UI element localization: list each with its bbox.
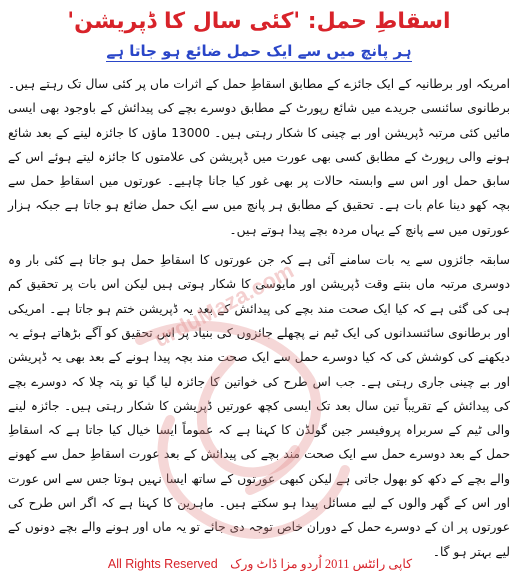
footer-rights: All Rights Reserved — [107, 557, 218, 571]
watermark-site-text: urduMaza.com — [150, 257, 298, 353]
article-paragraph-1: امریکہ اور برطانیہ کے ایک جائزے کے مطابق اسقاطِ حمل کے اثرات ماں پر کئی سال تک رہتے ہیں۔ برطانوی سائنسی جریدے میں شائع رپورٹ کے مطابق دوسرے بچے کی پیدائش کے باوجود بھی ایسی مائیں کئی مرتبہ ڈپریشن اور بے چینی کا شکار رہتی ہیں۔ 13000 ماؤں کا جائزہ لینے کے بعد شائع ہونے والی رپورٹ کے مطابق کسی بھی عورت میں ڈپریشن کی علامتوں کا جائزہ لیتے ہوئے اس کے سابق حمل اور اس سے وابستہ حالات پر بھی غور کیا جانا چاہیے۔ عورتوں میں اسقاطِ حمل سے بچہ کھو دینا عام بات ہے۔ تحقیق کے مطابق ہر پانچ میں سے ایک حمل ضائع ہو جاتا ہے جبکہ ہزار عورتوں میں سے پانچ کے یہاں مردہ بچے پیدا ہوتے ہیں۔ — [8, 77, 510, 237]
article-paragraph-2: سابقہ جائزوں سے یہ بات سامنے آئی ہے کہ جن عورتوں کا اسقاطِ حمل ہو جاتا ہے کئی بار وہ دوسری مرتبہ ماں بنتے وقت ڈپریشن اور مایوسی کا شکار ہوتی ہیں لیکن اس بات پر تحقیق کم ہی کی گئی ہے کہ کیا ایک صحت مند بچے کی پیدائش کے بعد یہ ڈپریشن ختم ہو جاتا ہے۔ امریکی اور برطانوی سائنسدانوں کی ایک ٹیم نے پچھلے جائزوں کی بنیاد پر اس تحقیق کو آگے بڑھاتے ہوئے یہ دیکھنے کی کوشش کی کہ کیا دوسرے حمل سے ایک صحت مند بچہ پیدا ہونے کے بعد بھی یہ ڈپریشن اور بے چینی جاری رہتی ہے۔ جب اس طرح کی خواتین کا جائزہ لیا گیا تو پتہ چلا کہ دوسرے بچے کی پیدائش کے تقریباً تین سال بعد تک ایسی کچھ عورتیں ڈپریشن کا شکار رہتی ہیں۔ جائزہ لینے والی ٹیم کے سربراہ پروفیسر جین گولڈن کا کہنا ہے کہ عموماً ایسا خیال کیا جاتا ہے کہ اسقاطِ حمل کے بعد دوسرے حمل سے ایک صحت مند بچے کی پیدائش کے بعد عورت اسقاطِ حمل سے کھونے والے بچے کے دکھ کو بھول جاتی ہے لیکن کبھی عورتوں کے ساتھ ایسا نہیں ہوتا جس سے اس عورت اور اس کے گھر والوں کے لیے مسائل پیدا ہو سکتے ہیں۔ ماہرین کا کہنا ہے کہ اگر اس طرح کی عورتوں پر ان کے دوسرے حمل کے دوران خاص توجہ دی جائے تو یہ ماں اور ہونے والے بچے دونوں کے لیے بہتر ہو گا۔ — [8, 253, 510, 559]
footer — [0, 556, 520, 572]
article-subtitle-text: ہر پانچ میں سے ایک حمل ضائع ہو جاتا ہے — [106, 42, 412, 60]
article-subtitle — [8, 40, 510, 62]
footer-copyright: کاپی رائٹس 2011 اُردو مزا ڈاٹ ورک — [230, 557, 413, 571]
article-title: اسقاطِ حمل: 'کئی سال کا ڈپریشن' — [67, 9, 451, 34]
